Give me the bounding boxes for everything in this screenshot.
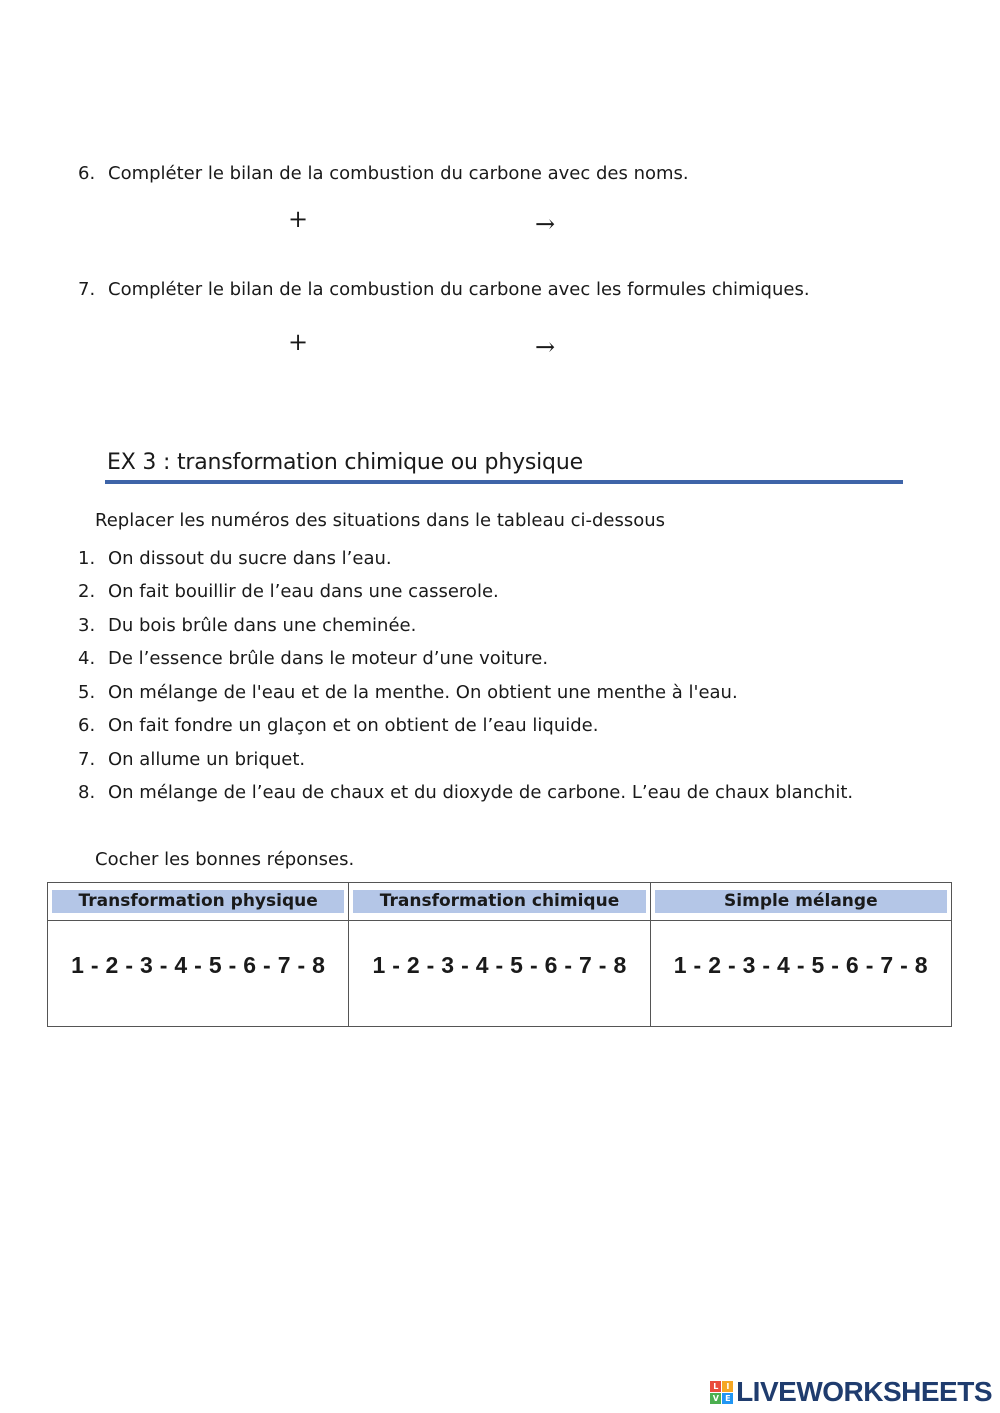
question-number: 7. bbox=[78, 279, 96, 300]
answer-cell-mixture[interactable] bbox=[650, 921, 951, 1027]
list-item-text: Du bois brûle dans une cheminée. bbox=[108, 615, 417, 636]
question-number: 6. bbox=[78, 163, 96, 184]
header-chemical bbox=[349, 883, 650, 921]
question-text: Compléter le bilan de la combustion du carbone avec les formules chimiques. bbox=[108, 279, 810, 300]
list-item-text: De l’essence brûle dans le moteur d’une voiture. bbox=[108, 648, 549, 669]
list-item-text: On mélange de l’eau de chaux et du dioxyde de carbone. L’eau de chaux blanchit. bbox=[108, 782, 854, 803]
header-mixture bbox=[650, 883, 951, 921]
column-header: Transformation chimique bbox=[353, 890, 645, 913]
question-text: Compléter le bilan de la combustion du carbone avec des noms. bbox=[108, 163, 689, 184]
list-item-text: On mélange de l'eau et de la menthe. On obtient une menthe à l'eau. bbox=[108, 682, 738, 703]
logo-letter: L bbox=[710, 1381, 721, 1392]
list-item-number: 4. bbox=[78, 648, 96, 669]
list-item-number: 3. bbox=[78, 615, 96, 636]
header-physical bbox=[48, 883, 349, 921]
list-item-text: On dissout du sucre dans l’eau. bbox=[108, 548, 392, 569]
column-header: Transformation physique bbox=[52, 890, 344, 913]
logo-letter: I bbox=[722, 1381, 733, 1392]
list-item-number: 6. bbox=[78, 715, 96, 736]
list-item-text: On allume un briquet. bbox=[108, 749, 306, 770]
logo-letter: E bbox=[722, 1393, 733, 1404]
arrow-icon: → bbox=[535, 333, 556, 361]
column-header: Simple mélange bbox=[655, 890, 947, 913]
brand-name: LIVEWORKSHEETS bbox=[736, 1376, 992, 1407]
number-options[interactable]: 1 - 2 - 3 - 4 - 5 - 6 - 7 - 8 bbox=[71, 952, 326, 978]
answer-cell-chemical[interactable] bbox=[349, 921, 650, 1027]
liveworksheets-logo-icon bbox=[710, 1381, 733, 1404]
logo-letter: V bbox=[710, 1393, 721, 1404]
check-instruction: Cocher les bonnes réponses. bbox=[95, 849, 355, 870]
number-options[interactable]: 1 - 2 - 3 - 4 - 5 - 6 - 7 - 8 bbox=[673, 952, 928, 978]
list-item-number: 2. bbox=[78, 581, 96, 602]
exercise-instruction: Replacer les numéros des situations dans le tableau ci-dessous bbox=[95, 510, 666, 531]
answer-table bbox=[47, 882, 952, 1027]
list-item-text: On fait fondre un glaçon et on obtient de l’eau liquide. bbox=[108, 715, 599, 736]
brand-logo bbox=[710, 1376, 992, 1408]
list-item-number: 5. bbox=[78, 682, 96, 703]
table-row bbox=[48, 921, 952, 1027]
heading-divider bbox=[105, 480, 903, 484]
exercise-title: EX 3 : transformation chimique ou physique bbox=[107, 450, 583, 475]
table-header-row bbox=[48, 883, 952, 921]
list-item-number: 1. bbox=[78, 548, 96, 569]
plus-sign: + bbox=[288, 328, 309, 356]
answer-cell-physical[interactable] bbox=[48, 921, 349, 1027]
list-item-text: On fait bouillir de l’eau dans une casserole. bbox=[108, 581, 499, 602]
plus-sign: + bbox=[288, 205, 309, 233]
list-item-number: 7. bbox=[78, 749, 96, 770]
list-item-number: 8. bbox=[78, 782, 96, 803]
arrow-icon: → bbox=[535, 210, 556, 238]
number-options[interactable]: 1 - 2 - 3 - 4 - 5 - 6 - 7 - 8 bbox=[372, 952, 627, 978]
